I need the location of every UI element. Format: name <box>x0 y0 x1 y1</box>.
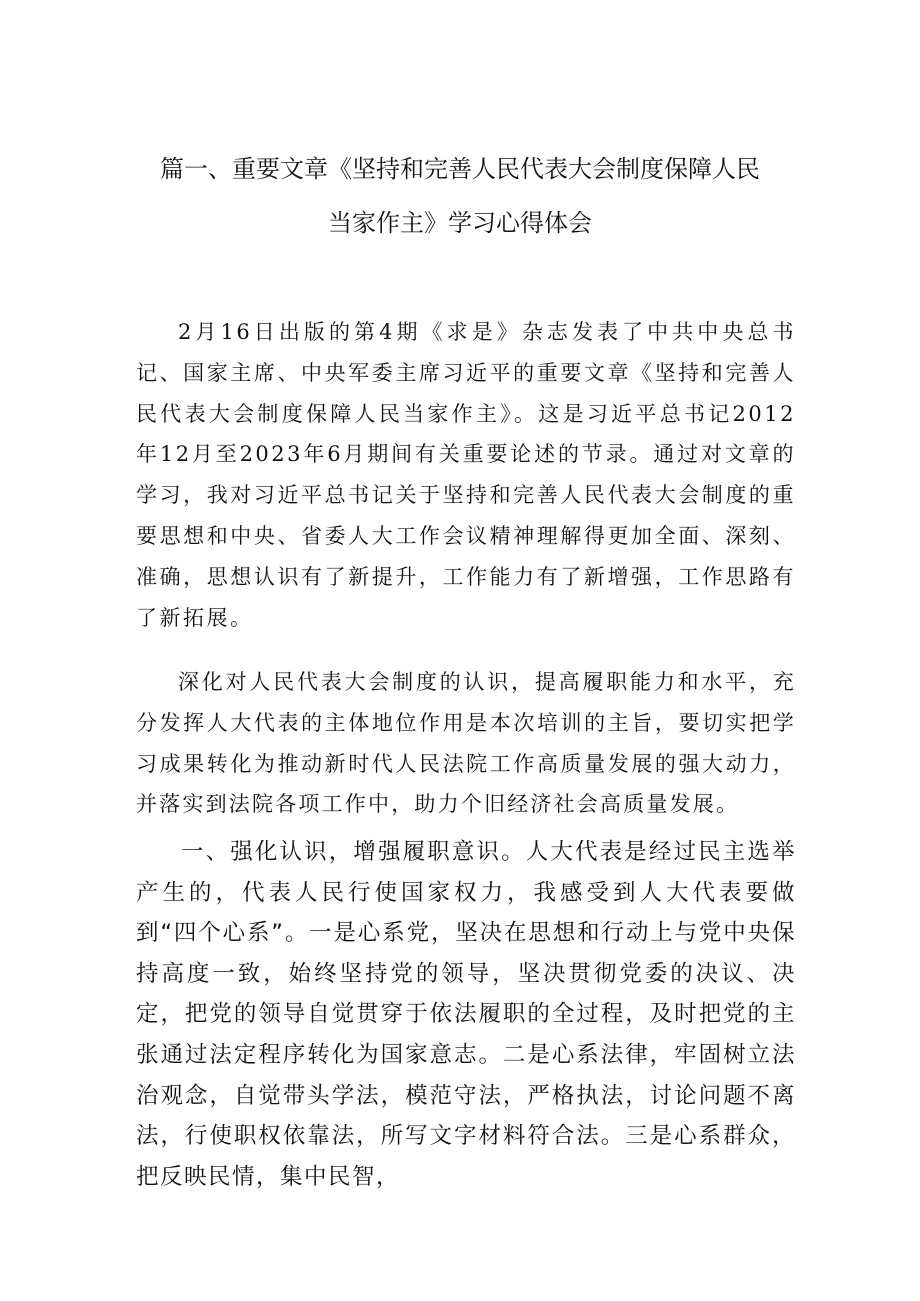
document-title-line-2: 当家作主》学习心得体会 <box>328 209 592 237</box>
paragraph-intro: 2月16日出版的第4期《求是》杂志发表了中共中央总书记、国家主席、中央军委主席习近平的重要文章《坚持和完善人民代表大会制度保障人民当家作主》。这是习近平总书记2012年12月至2023年6月期间有关重要论述的节录。通过对文章的学习，我对习近平总书记关于坚持和完善人民代表大会制度的重要思想和中央、省委人大工作会议精神理解得更加全面、深刻、准确，思想认识有了新提升，工作能力有了新增强，工作思路有了新拓展。 <box>136 320 796 630</box>
document-title-line-1: 篇一、重要文章《坚持和完善人民代表大会制度保障人民 <box>160 155 760 183</box>
paragraph-training-purpose: 深化对人民代表大会制度的认识，提高履职能力和水平，充分发挥人大代表的主体地位作用是本次培训的主旨，要切实把学习成果转化为推动新时代人民法院工作高质量发展的强大动力，并落实到法院各项工作中，助力个旧经济社会高质量发展。 <box>136 670 796 817</box>
paragraph-section-one: 一、强化认识，增强履职意识。人大代表是经过民主选举产生的，代表人民行使国家权力，我感受到人大代表要做到“四个心系”。一是心系党，坚决在思想和行动上与党中央保持高度一致，始终坚持党的领导，坚决贯彻党委的决议、决定，把党的领导自觉贯穿于依法履职的全过程，及时把党的主张通过法定程序转化为国家意志。二是心系法律，牢固树立法治观念，自觉带头学法，模范守法，严格执法，讨论问题不离法，行使职权依靠法，所写文字材料符合法。三是心系群众，把反映民情，集中民智， <box>136 839 796 1190</box>
